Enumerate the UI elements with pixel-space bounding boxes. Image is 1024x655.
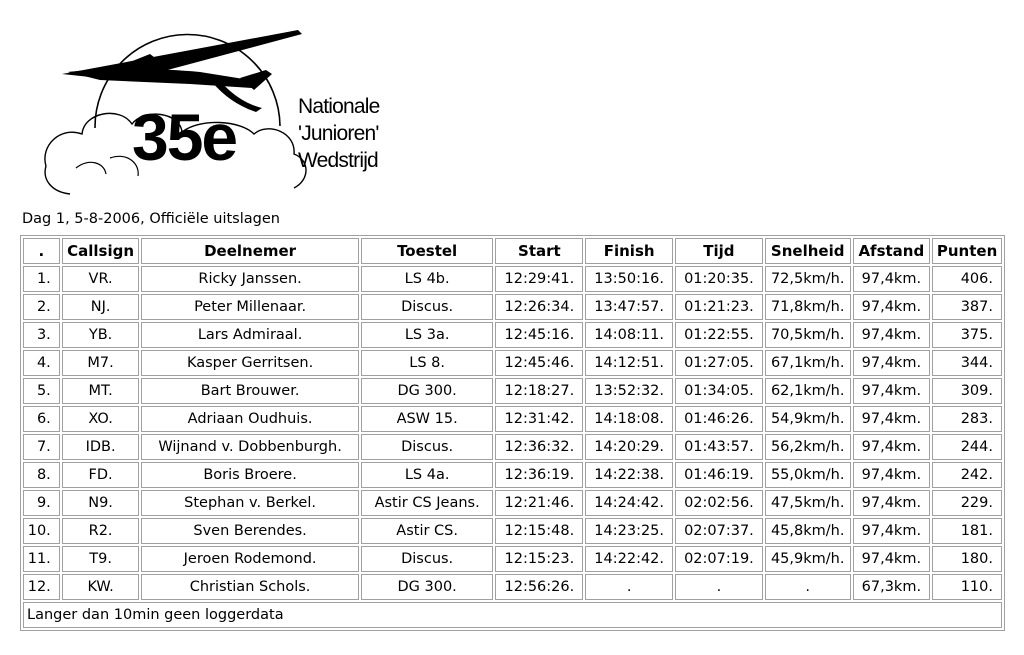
cell-tijd: 01:27:05.: [675, 350, 763, 376]
cell-snelheid: 56,2km/h.: [765, 434, 851, 460]
cell-finish: 14:23:25.: [585, 518, 673, 544]
cell-finish: 14:22:38.: [585, 462, 673, 488]
cell-toestel: LS 4a.: [361, 462, 494, 488]
cell-callsign: IDB.: [62, 434, 140, 460]
table-row: [23, 406, 1002, 432]
cell-toestel: Astir CS Jeans.: [361, 490, 494, 516]
logo-line-2: 'Junioren': [298, 122, 379, 145]
header-afstand: Afstand: [853, 238, 931, 264]
cell-tijd: 02:07:19.: [675, 546, 763, 572]
cell-tijd: 01:43:57.: [675, 434, 763, 460]
cell-snelheid: 45,8km/h.: [765, 518, 851, 544]
header-tijd: Tijd: [675, 238, 763, 264]
cell-snelheid: 55,0km/h.: [765, 462, 851, 488]
cell-toestel: Discus.: [361, 294, 494, 320]
cell-finish: .: [585, 574, 673, 600]
cell-deelnemer: Jeroen Rodemond.: [141, 546, 358, 572]
cell-finish: 14:08:11.: [585, 322, 673, 348]
cell-callsign: FD.: [62, 462, 140, 488]
logo-line-1: Nationale: [298, 95, 380, 118]
cell-callsign: XO.: [62, 406, 140, 432]
cell-start: 12:45:46.: [495, 350, 583, 376]
cell-punten: 387.: [932, 294, 1002, 320]
cell-punten: 229.: [932, 490, 1002, 516]
cell-rank: 3.: [23, 322, 60, 348]
cell-afstand: 97,4km.: [853, 350, 931, 376]
cell-deelnemer: Kasper Gerritsen.: [141, 350, 358, 376]
header-finish: Finish: [585, 238, 673, 264]
cell-rank: 11.: [23, 546, 60, 572]
cell-snelheid: 70,5km/h.: [765, 322, 851, 348]
cell-afstand: 97,4km.: [853, 322, 931, 348]
cell-toestel: Discus.: [361, 434, 494, 460]
cell-afstand: 97,4km.: [853, 434, 931, 460]
cell-callsign: M7.: [62, 350, 140, 376]
cell-punten: 283.: [932, 406, 1002, 432]
cell-tijd: 01:20:35.: [675, 266, 763, 292]
cell-start: 12:15:23.: [495, 546, 583, 572]
cell-start: 12:15:48.: [495, 518, 583, 544]
cell-toestel: LS 3a.: [361, 322, 494, 348]
cell-deelnemer: Bart Brouwer.: [141, 378, 358, 404]
cell-tijd: 02:02:56.: [675, 490, 763, 516]
cell-punten: 344.: [932, 350, 1002, 376]
cell-rank: 10.: [23, 518, 60, 544]
cell-afstand: 67,3km.: [853, 574, 931, 600]
cell-callsign: YB.: [62, 322, 140, 348]
cell-snelheid: 62,1km/h.: [765, 378, 851, 404]
logo-line-3: Wedstrijd: [298, 149, 378, 172]
header-snelheid: Snelheid: [765, 238, 851, 264]
cell-deelnemer: Boris Broere.: [141, 462, 358, 488]
table-row: [23, 294, 1002, 320]
cell-afstand: 97,4km.: [853, 462, 931, 488]
cell-rank: 8.: [23, 462, 60, 488]
cell-punten: 244.: [932, 434, 1002, 460]
cell-snelheid: 54,9km/h.: [765, 406, 851, 432]
cell-toestel: ASW 15.: [361, 406, 494, 432]
table-row: [23, 574, 1002, 600]
table-header-row: [23, 238, 1002, 264]
cell-toestel: LS 4b.: [361, 266, 494, 292]
cell-deelnemer: Lars Admiraal.: [141, 322, 358, 348]
cell-snelheid: 47,5km/h.: [765, 490, 851, 516]
cell-tijd: 01:46:19.: [675, 462, 763, 488]
cell-start: 12:21:46.: [495, 490, 583, 516]
cell-tijd: 01:22:55.: [675, 322, 763, 348]
cell-toestel: DG 300.: [361, 574, 494, 600]
cell-finish: 14:24:42.: [585, 490, 673, 516]
cell-snelheid: 45,9km/h.: [765, 546, 851, 572]
cell-rank: 1.: [23, 266, 60, 292]
table-row: [23, 378, 1002, 404]
cell-rank: 4.: [23, 350, 60, 376]
cell-snelheid: 67,1km/h.: [765, 350, 851, 376]
cell-afstand: 97,4km.: [853, 406, 931, 432]
cell-afstand: 97,4km.: [853, 546, 931, 572]
cell-rank: 6.: [23, 406, 60, 432]
cell-tijd: 02:07:37.: [675, 518, 763, 544]
cell-snelheid: 71,8km/h.: [765, 294, 851, 320]
cell-finish: 13:50:16.: [585, 266, 673, 292]
cell-deelnemer: Peter Millenaar.: [141, 294, 358, 320]
cell-punten: 180.: [932, 546, 1002, 572]
event-logo: [40, 8, 400, 200]
cell-afstand: 97,4km.: [853, 518, 931, 544]
header-punten: Punten: [932, 238, 1002, 264]
results-caption: Dag 1, 5-8-2006, Officiële uitslagen: [22, 211, 280, 227]
cell-callsign: R2.: [62, 518, 140, 544]
header-callsign: Callsign: [62, 238, 140, 264]
cell-punten: 406.: [932, 266, 1002, 292]
cell-callsign: T9.: [62, 546, 140, 572]
cell-rank: 2.: [23, 294, 60, 320]
cell-punten: 181.: [932, 518, 1002, 544]
results-table: [20, 235, 1005, 631]
cell-start: 12:45:16.: [495, 322, 583, 348]
cell-start: 12:29:41.: [495, 266, 583, 292]
cell-punten: 375.: [932, 322, 1002, 348]
table-row: [23, 434, 1002, 460]
cell-toestel: LS 8.: [361, 350, 494, 376]
cell-tijd: 01:46:26.: [675, 406, 763, 432]
header-rank: .: [23, 238, 60, 264]
cell-toestel: Discus.: [361, 546, 494, 572]
cell-start: 12:18:27.: [495, 378, 583, 404]
cell-start: 12:36:32.: [495, 434, 583, 460]
cell-rank: 5.: [23, 378, 60, 404]
cell-callsign: N9.: [62, 490, 140, 516]
cell-snelheid: .: [765, 574, 851, 600]
cell-tijd: 01:34:05.: [675, 378, 763, 404]
cell-tijd: 01:21:23.: [675, 294, 763, 320]
cell-rank: 12.: [23, 574, 60, 600]
cell-rank: 9.: [23, 490, 60, 516]
cell-finish: 14:18:08.: [585, 406, 673, 432]
cell-snelheid: 72,5km/h.: [765, 266, 851, 292]
cell-toestel: DG 300.: [361, 378, 494, 404]
table-row: [23, 322, 1002, 348]
cell-afstand: 97,4km.: [853, 266, 931, 292]
footnote-row: [23, 602, 1002, 628]
cell-afstand: 97,4km.: [853, 490, 931, 516]
table-row: [23, 462, 1002, 488]
footnote: Langer dan 10min geen loggerdata: [23, 602, 1002, 628]
table-row: [23, 490, 1002, 516]
cell-tijd: .: [675, 574, 763, 600]
cell-finish: 14:22:42.: [585, 546, 673, 572]
header-toestel: Toestel: [361, 238, 494, 264]
cell-finish: 13:47:57.: [585, 294, 673, 320]
cell-start: 12:36:19.: [495, 462, 583, 488]
table-row: [23, 518, 1002, 544]
logo-number: 35e: [132, 100, 237, 174]
cell-rank: 7.: [23, 434, 60, 460]
cell-callsign: NJ.: [62, 294, 140, 320]
table-row: [23, 266, 1002, 292]
logo-title: [298, 93, 380, 174]
cell-deelnemer: Stephan v. Berkel.: [141, 490, 358, 516]
cell-start: 12:26:34.: [495, 294, 583, 320]
cell-callsign: VR.: [62, 266, 140, 292]
cell-afstand: 97,4km.: [853, 294, 931, 320]
cell-finish: 13:52:32.: [585, 378, 673, 404]
cell-afstand: 97,4km.: [853, 378, 931, 404]
cell-toestel: Astir CS.: [361, 518, 494, 544]
header-deelnemer: Deelnemer: [141, 238, 358, 264]
results-body: [23, 266, 1002, 600]
cell-start: 12:56:26.: [495, 574, 583, 600]
cell-punten: 309.: [932, 378, 1002, 404]
cell-punten: 110.: [932, 574, 1002, 600]
header-start: Start: [495, 238, 583, 264]
cell-deelnemer: Christian Schols.: [141, 574, 358, 600]
cell-callsign: KW.: [62, 574, 140, 600]
cell-callsign: MT.: [62, 378, 140, 404]
table-row: [23, 546, 1002, 572]
cell-deelnemer: Adriaan Oudhuis.: [141, 406, 358, 432]
cell-punten: 242.: [932, 462, 1002, 488]
cell-deelnemer: Wijnand v. Dobbenburgh.: [141, 434, 358, 460]
cell-start: 12:31:42.: [495, 406, 583, 432]
cell-deelnemer: Ricky Janssen.: [141, 266, 358, 292]
table-row: [23, 350, 1002, 376]
cell-finish: 14:12:51.: [585, 350, 673, 376]
cell-finish: 14:20:29.: [585, 434, 673, 460]
cell-deelnemer: Sven Berendes.: [141, 518, 358, 544]
